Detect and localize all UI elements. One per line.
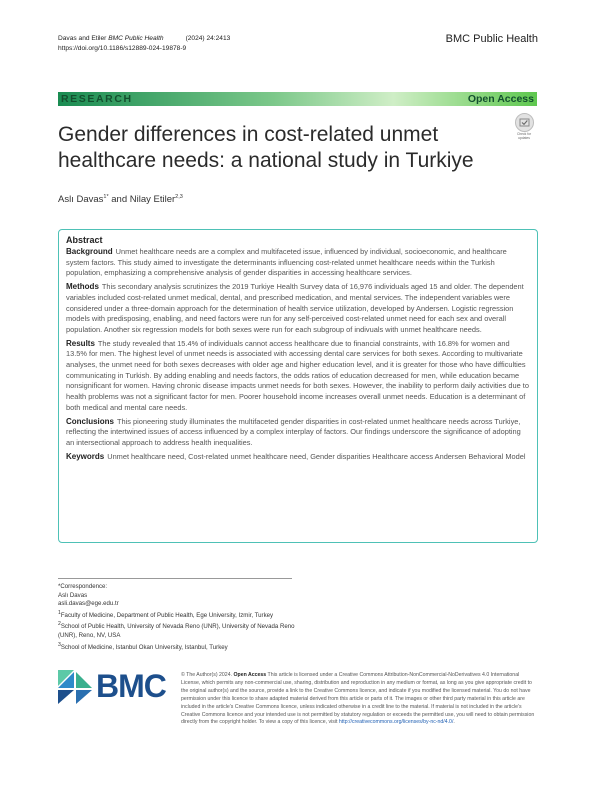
check-for-updates-line2: updates	[518, 136, 530, 140]
bmc-logo-icon	[58, 668, 92, 704]
running-header	[58, 34, 230, 53]
abstract-box	[58, 229, 538, 543]
citation-authors: Davas and Etiler	[58, 35, 107, 42]
section-label: RESEARCH	[61, 93, 133, 105]
title-line-2: healthcare needs: a national study in Turkiye	[58, 148, 474, 172]
abstract-section-label: Results	[66, 338, 95, 348]
author-list	[58, 194, 183, 205]
abstract-methods	[66, 282, 530, 336]
abstract-background	[66, 247, 530, 279]
citation-line	[58, 34, 230, 44]
abstract-results	[66, 339, 530, 414]
check-for-updates-icon	[515, 113, 534, 132]
abstract-section-label: Methods	[66, 282, 99, 292]
abstract-keywords	[66, 452, 530, 463]
author-1[interactable]: Aslı Davas	[58, 194, 104, 206]
bmc-logo-text: BMC	[96, 668, 166, 704]
author-and: and	[111, 194, 128, 206]
license-end: .	[453, 719, 455, 726]
affiliation-2: $^2$School of Public Health, University of Nevada Reno (UNR), University of Nevada Reno (UNR), Reno, NV, USA	[58, 621, 295, 640]
section-banner	[58, 92, 537, 106]
author-2[interactable]: Nilay Etiler	[129, 194, 176, 206]
title-line-1: Gender differences in cost-related unmet	[58, 123, 439, 146]
abstract-conclusions	[66, 417, 530, 449]
affiliation-3: $^3$School of Medicine, Istanbul Okan University, Istanbul, Turkey	[58, 641, 228, 651]
correspondence-label: *Correspondence:	[58, 583, 108, 590]
journal-name: BMC Public Health	[445, 33, 538, 45]
citation-journal: BMC Public Health	[108, 35, 164, 42]
copyright-text: © The Author(s) 2024.	[181, 672, 233, 678]
check-for-updates-line1: Check for	[516, 132, 532, 136]
citation-year: (2024) 24:2413	[185, 35, 231, 42]
correspondence-divider	[58, 578, 292, 579]
abstract-section-label: Background	[66, 247, 113, 256]
check-for-updates-badge[interactable]	[511, 113, 537, 143]
abstract-section-label: Conclusions	[66, 416, 115, 426]
license-open-access: Open Access	[233, 672, 267, 678]
abstract-section-text: This pioneering study illuminates the multifaceted gender disparities in cost-related unmet healthcare needs across Turkiye, reflecting the intertwined issues of access influenced by a complex interplay of factors. Our findings underscore the significance of adopting an intersectional approach to address health inequalities.	[66, 416, 521, 447]
doi-link[interactable]: https://doi.org/10.1186/s12889-024-19878-9	[58, 44, 187, 52]
abstract-section-text: The study revealed that 15.4% of individuals cannot access healthcare due to financial constraints, with 16.8% for women and 13.5% for men. The highest level of unmet needs is associated with accessing dental care services for both sexes. According to multivariate analyses, the unmet need for both sexes decreases with older age and higher education level, and it is greater for those who have difficulties communicating in Turkish. By adding enabling and needs factors, the odds ratios of education decreased for men, while education became nonsignificant for women. Having chronic disease impacts unmet needs for both sexes. However, the inability to perform daily activities due to health problems was not a significant factor for men. Poorer household income increases overall unmet needs. Education is a determinant of both medical and mental care needs.	[66, 338, 529, 412]
license-body: This article is licensed under a Creative Commons Attribution-NonCommercial-NoDerivatives 4.0 International License, which permits any non-commercial use, sharing, distribution and reproduction in any medium or format, as long as you give appropriate credit to the original author(s) and the source, provide a link to the Creative Commons licence, and indicate if you modified the licensed material. You do not have permission under this licence to share adapted material derived from this article or parts of it. The images or other third party material in this article are included in the article’s Creative Commons licence, unless indicated otherwise in a credit line to the material. If material is not included in the article’s Creative Commons licence and your intended use is not permitted by statutory regulation or exceeds the permitted use, you will need to obtain permission directly from the copyright holder. To view a copy of this licence, visit	[181, 672, 535, 726]
bmc-logo	[58, 668, 174, 704]
article-title	[58, 122, 498, 173]
abstract-section-label: Keywords	[66, 451, 105, 461]
abstract-section-text: This secondary analysis scrutinizes the 2019 Turkiye Health Survey data of 16,976 individuals aged 15 and older. The dependent variables included cost-related unmet medical, dental, and prescribed medication, and mental services. The independent variables were considered under a three-domain approach for the determination of health service utilization, developed by Andersen. Logistic regression models with predisposing, enabling, and need factors were run for any self-perceived cost-related unmet need for each sex and overall population. Another six regression models for both sexes were run for each subgroup of indivuals with unmet healthcare needs.	[66, 282, 524, 334]
open-access-label: Open Access	[467, 93, 534, 105]
license-link[interactable]: http://creativecommons.org/licenses/by-nc-nd/4.0/	[338, 719, 454, 726]
abstract-section-text: Unmet healthcare need, Cost-related unmet healthcare need, Gender disparities Healthcare access Andersen Behavioral Model	[107, 451, 526, 461]
author-2-affil: 2,3	[175, 194, 183, 200]
license-statement	[181, 672, 539, 727]
abstract-section-text: Unmet healthcare needs are a complex and multifaceted issue, influenced by individual, socioeconomic, and healthcare system factors. This study aimed to investigate the determinants influencing cost-related unmet healthcare needs within the Turkish population, emphasizing a comprehensive analysis of gender disparities in accessing healthcare services.	[66, 247, 507, 278]
affiliation-1: $^1$Faculty of Medicine, Department of Public Health, Ege University, Izmir, Turkey	[58, 609, 274, 619]
correspondence-email[interactable]: asli.davas@ege.edu.tr	[58, 600, 119, 608]
correspondence-block	[58, 583, 296, 652]
correspondence-name: Aslı Davas	[58, 591, 88, 599]
abstract-heading: Abstract	[66, 235, 103, 245]
author-1-affil: 1*	[103, 194, 109, 200]
